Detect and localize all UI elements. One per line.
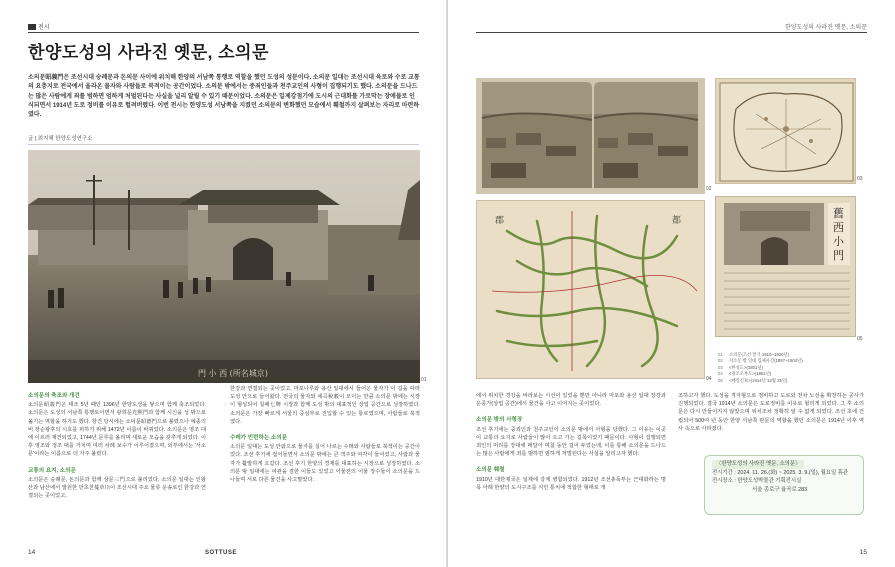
svg-text:舊: 舊 [833,207,844,220]
section-marker-icon [28,24,36,30]
paragraph-construction: 소의문昭義門은 태조 5년 때인 1396년 한양도성을 쌓으며 함께 축조되었다. 소의문은 도성의 서남쪽 통행로이면서 광희문光熙門과 함께 시신을 성 밖으로 옮기는 역할을 하기도 했다. 창건 당시에는 소덕문昭德門으로 불렸으나 예종의 비 장순왕후의 시호를 피하기 위해 1472년 이름이 바뀌었다. 소의문은 영조 대에 이르러 재건되었고, 1744년 문루를 올리며 새로운 모습을 갖추게 되었다. 이후 영조와 정조 대를 거치며 여러 차례 보수가 이루어졌으며, 외부에서는 '서소문'이라는 이름으로 더 자주 불렸다. [28,402,206,458]
main-photo [28,150,420,383]
top-rule [28,32,419,33]
caption-item: 02 서소문 밖 일대 입체사진(1897~1904년) [718,358,803,364]
subhead-transport: 교통의 요지, 소의문 [28,467,76,474]
caption-item: 05 <매일신보>(1914년 12월 25일) [718,377,788,383]
intro-paragraph: 소의문昭義門은 조선시대 숭례문과 돈의문 사이에 위치해 한양의 서남쪽 통행로 역할을 했던 도성의 성문이다. 소의문 일대는 조선시대 육로와 수로 교통의 요충지로 전국에서 올라온 물자와 사람들로 북적이는 공간이었다. 소의문 밖에서는 중죄인들과 천주교인의 사형이 집행되기도 했다. 소의문을 드나드는 많은 사람에게 죄를 범하면 엄하게 처벌된다는 사실을 널리 알릴 수 있기 때문이었다. 소의문은 일제강점기에 도시의 근대화를 가로막는 장애물로 인식되면서 1914년 도로 정비를 이유로 헐려버렸다. 이번 전시는 한양도성 서남쪽을 지켰던 소의문의 변화했던 모습에서 훼철까지 살펴보는 자리로 마련하였다. [28,75,420,119]
photo-number: 01 [421,377,427,383]
running-head: 한양도성의 사라진 옛문, 소의문 [784,25,867,31]
author-line: 글 | 최지혜 한양도성연구소 [28,136,93,142]
page-number-left: 14 [28,549,36,556]
svg-text:門: 門 [833,249,844,262]
paragraph-transport: 소의문은 숭례문, 돈의문과 함께 삼문三門으로 불리었다. 소의문 일대는 인왕산과 남산에서 발원한 만초천蔓草川이 조선시대 주요 물류 운송로인 한강과 연결되는 곳이었고, [28,476,206,500]
info-place: 전시장소 : 한양도성박물관 기획전시실 [712,478,802,484]
right-page [448,0,895,567]
caption-item: 04 <경조오부도>(1861년) [718,371,772,377]
subhead-carts: 수레가 빈번하는 소의문 [230,435,288,442]
magazine-logo: SOTTUSE [205,550,237,556]
info-period: 전시기간 : 2024. 11. 26.(화) ~ 2025. 3. 9.(일), 월요일 휴관 [712,469,849,476]
paragraph-continued: 에서 위치한 경강을 바라보는 시선이 있었을 뿐만 아니라 마포와 용산 일대 장강과 운종가(상업 공간)에서 물건을 사고 이어지는 곳이었다. [476,393,666,408]
photo-number-02: 02 [706,186,712,192]
svg-text:西: 西 [833,221,844,234]
subhead-execution: 소의문 밖의 사형장 [476,417,523,424]
caption-item: 03 <한성도>(1801년) [718,364,764,370]
maeil-sinbo-clipping [715,196,856,337]
svg-text:都: 都 [672,216,682,226]
caption-item: 01 소의문(조선 말기 1910~1920년) [718,352,790,357]
subhead-demolition: 소의문 훼철 [476,467,505,474]
subhead-construction: 소의문의 축조와 개건 [28,393,80,399]
photo-number-05: 05 [857,336,863,342]
newspaper-image [716,197,856,337]
svg-text:小: 小 [833,235,844,248]
sepia-gate-photo [28,150,420,383]
left-page [0,0,447,567]
old-city-map [716,79,856,184]
svg-text:郡: 郡 [495,216,505,226]
gyeongjo-obudo-map [476,200,705,379]
stereo-photo [476,78,705,194]
photo-number-04: 04 [706,376,712,382]
left-column-2 [230,385,420,484]
stereo-image [476,78,705,194]
green-route-map [477,201,705,379]
author-rule [28,144,419,145]
section-tag: 전시 [28,22,50,31]
caption-legend [718,352,838,384]
info-title: 〈한양도성의 사라진 옛문, 소의문〉 [712,460,804,469]
paragraph-execution: 조선 후기에는 중죄인과 천주교인이 소의문 밖에서 사형을 당했다. 그 이유는 이곳이 교통의 요지로 사람들이 많이 오고 가는 길목이었기 때문이다. 사형이 집행되면 죄인의 머리를 장대에 매달아 며칠 동안 걸어 두었는데, 이를 통해 소의문을 드나드는 많은 사람에게 죄를 범하면 엄하게 처벌된다는 사실을 알리고자 했다. [476,426,666,458]
info-address: 서울 종로구 율곡로 283 [752,486,808,493]
left-column-1 [28,392,206,500]
paragraph-hangang: 한강과 연결되는 곳이었고, 마포나루와 용산 일대에서 들어온 물자가 이 길을 따라 도성 안으로 들어왔다. 전국의 물자와 세곡稅穀이 모이는 만큼 소의문 밖에는 시장이 형성되어 칠패七牌 시장과 함께 도성 밖의 대표적인 상업 공간으로 성장하였다. 소의문은 가장 빠르게 서울의 중심부로 진입할 수 있는 통로였으며, 사람들로 북적였다. [230,386,420,425]
right-column-2 [678,392,864,433]
photo-number-03: 03 [857,176,863,182]
exhibition-info-box [704,455,864,515]
paragraph-ending: 조하고자 했다. 도성을 격자형으로 정비하고 도로와 전차 노선을 확장하는 공사가 진행되었다. 결국 1914년 소의문은 도로정비를 이유로 헐리게 되었다. 그 후 소의문은 다시 만들어지지 않았으며 위치조차 정확히 알 수 없게 되었다. 조선 초에 건립되어 500여 년 동안 한양 서남쪽 관문의 역할을 했던 소의문은 1914년 이후 역사 속으로 사라졌다. [678,393,864,432]
photo-label: 門 小 西 (所名城京) [198,369,268,378]
top-rule-right [476,32,867,33]
article-title: 한양도성의 사라진 옛문, 소의문 [28,43,269,62]
hanseongdo-map [715,78,856,184]
page-number-right: 15 [859,549,867,556]
paragraph-demolition: 1910년 대한제국은 일제에 강제 병합되었다. 1912년 조선총독부는 근대화라는 명목 아래 한양의 도시구조를 식민 통치에 적합한 형태로 개 [476,476,666,491]
right-column-1 [476,392,666,492]
paragraph-carts: 소의문 일대는 도성 안팎으로 물자를 실어 나르는 수레와 사람들로 북적이는 공간이었다. 조선 후기에 접어들면서 소의문 밖에는 큰 객주와 여각이 들어섰고, 사람과 물자가 활발하게 오갔다. 조선 후기 한양의 경제를 대표하는 시장으로 성장하였다. 소의문 밖 일대에는 여관을 겸한 이들도 있었고 어물전의 어물 장수들이 소의문을 드나들며 서로 다른 물건을 사고팔았다. [230,444,420,484]
